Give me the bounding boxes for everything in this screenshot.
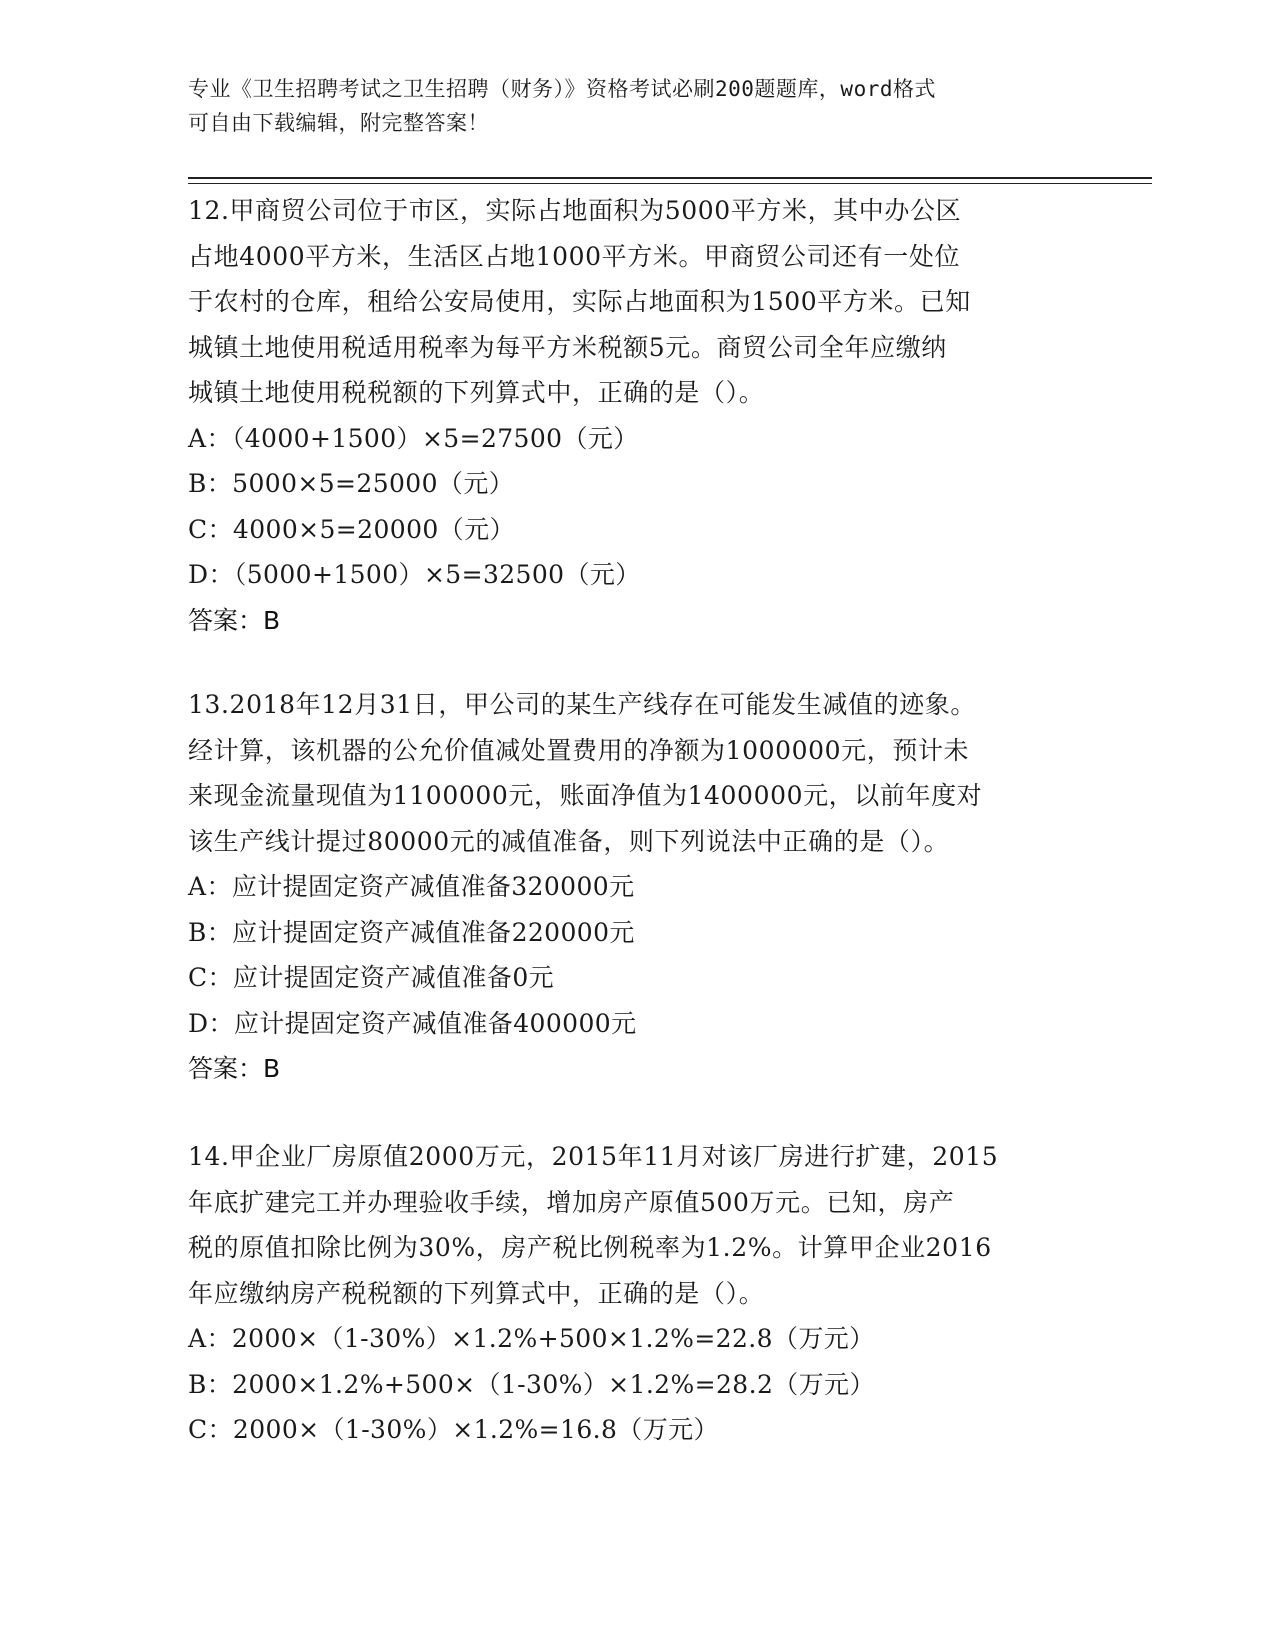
option-c: C：4000×5=20000（元） <box>188 514 515 544</box>
option-d: D：应计提固定资产减值准备400000元 <box>188 1008 637 1038</box>
option-b: B：5000×5=25000（元） <box>188 469 515 498</box>
question-stem <box>188 1134 1088 1316</box>
document-header <box>188 72 1068 140</box>
question-14 <box>188 1134 1088 1453</box>
answer-label: 答案：B <box>188 605 281 635</box>
question-13 <box>188 682 1088 1092</box>
stem-line: 12.甲商贸公司位于市区，实际占地面积为5000平方米，其中办公区 <box>188 196 962 225</box>
stem-line: 14.甲企业厂房原值2000万元，2015年11月对该厂房进行扩建，2015 <box>188 1142 999 1171</box>
question-stem <box>188 188 1088 416</box>
header-line-1: 专业《卫生招聘考试之卫生招聘（财务）》资格考试必刷200题题库，word格式 <box>188 77 936 101</box>
stem-line: 年应缴纳房产税税额的下列算式中，正确的是（）。 <box>188 1278 765 1308</box>
header-line-2: 可自由下载编辑，附完整答案！ <box>188 111 489 135</box>
stem-line: 于农村的仓库，租给公安局使用，实际占地面积为1500平方米。已知 <box>188 287 971 316</box>
question-12 <box>188 188 1088 644</box>
option-b: B：应计提固定资产减值准备220000元 <box>188 917 635 947</box>
stem-line: 年底扩建完工并办理验收手续，增加房产原值500万元。已知，房产 <box>188 1187 955 1217</box>
stem-line: 占地4000平方米，生活区占地1000平方米。甲商贸公司还有一处位 <box>188 241 961 271</box>
header-rule-thick <box>188 177 1152 179</box>
option-a: A：2000×（1-30%）×1.2%+500×1.2%=22.8（万元） <box>188 1324 875 1353</box>
question-stem <box>188 682 1088 864</box>
option-c: C：2000×（1-30%）×1.2%=16.8（万元） <box>188 1415 719 1444</box>
stem-line: 城镇土地使用税税额的下列算式中，正确的是（）。 <box>188 378 765 407</box>
option-d: D：（5000+1500）×5=32500（元） <box>188 560 641 589</box>
header-rule-thin <box>188 183 1152 184</box>
stem-line: 来现金流量现值为1100000元，账面净值为1400000元，以前年度对 <box>188 781 983 810</box>
option-c: C：应计提固定资产减值准备0元 <box>188 963 555 992</box>
option-a: A：应计提固定资产减值准备320000元 <box>188 872 635 901</box>
option-a: A：（4000+1500）×5=27500（元） <box>188 423 639 453</box>
stem-line: 城镇土地使用税适用税率为每平方米税额5元。商贸公司全年应缴纳 <box>188 332 947 362</box>
stem-line: 税的原值扣除比例为30%，房产税比例税率为1.2%。计算甲企业2016 <box>188 1233 992 1262</box>
stem-line: 经计算，该机器的公允价值减处置费用的净额为1000000元，预计未 <box>188 735 970 765</box>
stem-line: 13.2018年12月31日，甲公司的某生产线存在可能发生减值的迹象。 <box>188 690 977 719</box>
answer-label: 答案：B <box>188 1054 281 1083</box>
option-b: B：2000×1.2%+500×（1-30%）×1.2%=28.2（万元） <box>188 1369 875 1399</box>
stem-line: 该生产线计提过80000元的减值准备，则下列说法中正确的是（）。 <box>188 826 950 856</box>
